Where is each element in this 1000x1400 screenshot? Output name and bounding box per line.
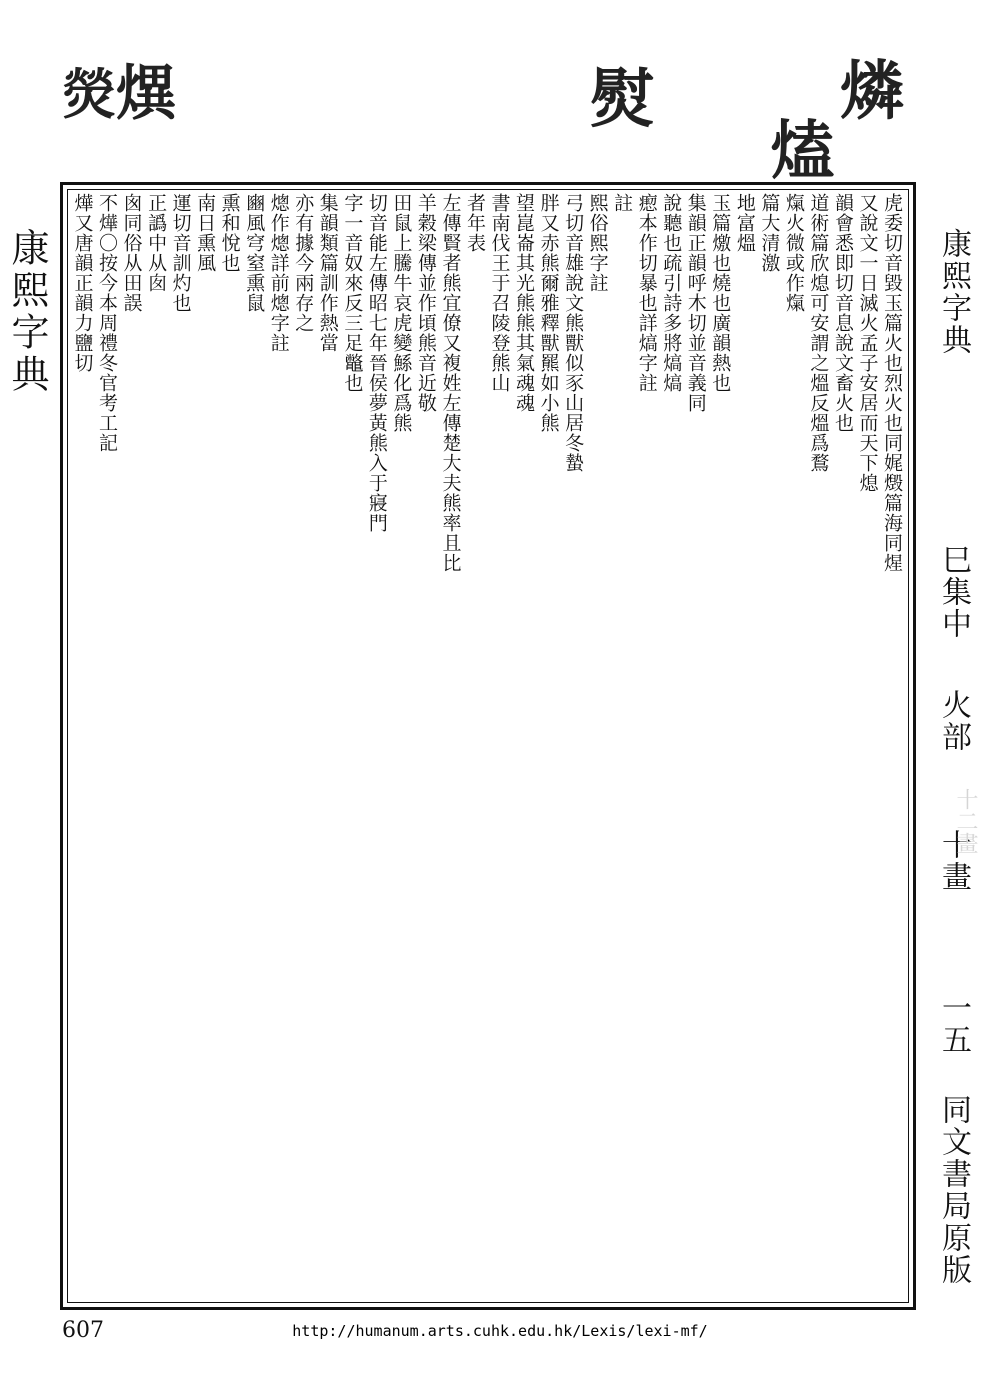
seal-heading-left-b: 熒 xyxy=(62,62,116,126)
text-column: 書南伐王于召陵登熊山 xyxy=(488,193,511,393)
text-column: 玉篇燩也燒也廣韻熱也 xyxy=(709,193,732,393)
text-column: 羊穀梁傳並作頃熊音近敬 xyxy=(414,193,437,413)
text-column: 熂火微或作熂 xyxy=(782,193,805,313)
seal-heading-right-middle: 熆 xyxy=(770,114,834,189)
text-column: 熏和悅也 xyxy=(218,193,241,273)
header-book-title: 康熙字典 xyxy=(936,228,971,356)
seal-heading-right-top: 燐 xyxy=(840,54,904,129)
header-publisher: 同文書局原版 xyxy=(936,1093,971,1286)
text-column: 篇大清激 xyxy=(758,193,781,273)
text-column: 地富熅 xyxy=(733,193,756,253)
text-column: 正譌中从囱 xyxy=(145,193,168,293)
text-column: 又說文一日滅火孟子安居而天下熄 xyxy=(856,193,879,493)
text-column: 集韻正韻呼木切並音義同 xyxy=(684,193,707,413)
header-volume: 巳集中 xyxy=(936,544,971,641)
text-column: 燁又唐韻正韻力鹽切 xyxy=(71,193,94,373)
text-column: 道術篇欣熄可安謂之熅反熅爲鶩 xyxy=(807,193,830,473)
text-frame xyxy=(60,182,916,1310)
text-column: 集韻類篇訓作熱當 xyxy=(316,193,339,353)
text-column: 囪同俗从田誤 xyxy=(120,193,143,313)
text-column: 切音能左傳昭七年晉侯夢黃熊入于寢門 xyxy=(365,193,388,533)
text-column: 註 xyxy=(611,193,634,213)
text-column: 胖又赤熊爾雅釋獸羆如小熊 xyxy=(537,193,560,433)
text-column: 不燁〇按今本周禮冬官考工記 xyxy=(96,193,118,453)
text-column: 南日熏風 xyxy=(194,193,217,273)
text-column: 熙俗熙字註 xyxy=(586,193,609,293)
text-column: 韻會悉即切音息說文畜火也 xyxy=(831,193,854,433)
text-column: 田鼠上騰牛哀虎變鯀化爲熊 xyxy=(390,193,413,433)
text-column: 弓切音雄說文熊獸似豕山居冬蟄 xyxy=(562,193,585,473)
text-column: 運切音訓灼也 xyxy=(169,193,192,313)
header-page-number: 一五 xyxy=(936,992,971,1057)
seal-heading-center: 熨 xyxy=(590,62,654,137)
text-column: 瘛本作切暴也詳熇字註 xyxy=(635,193,658,393)
page-number: 607 xyxy=(62,1318,104,1343)
text-column: 說聽也疏引詩多將熇熇 xyxy=(660,193,683,393)
seal-heading-left-a: 熼 xyxy=(116,59,176,129)
text-columns xyxy=(71,193,905,1299)
bleed-through-stroke-label: 十二畫 xyxy=(953,788,978,854)
text-column: 望崑崙其光熊熊其氣魂魂 xyxy=(513,193,536,413)
text-column: 豳風穹窒熏鼠 xyxy=(243,193,266,313)
book-title-margin: 康熙字典 xyxy=(5,228,49,396)
text-column: 者年表 xyxy=(463,193,486,253)
text-column: 字一音奴來反三足鼈也 xyxy=(341,193,364,393)
header-radical: 火部 xyxy=(936,689,971,754)
text-column: 亦有據今兩存之 xyxy=(292,193,315,333)
source-url: http://humanum.arts.cuhk.edu.hk/Lexis/lexi-mf/ xyxy=(292,1322,708,1340)
header-strokes: 十畫 xyxy=(936,829,971,894)
running-header xyxy=(920,228,986,1308)
text-column: 虎委切音毀玉篇火也烈火也同娓燬篇海同煋 xyxy=(881,193,903,573)
text-column: 左傳賢者熊宜僚又複姓左傳楚大夫熊率且比 xyxy=(439,193,462,573)
text-column: 熜作熜詳前熜字註 xyxy=(267,193,290,353)
